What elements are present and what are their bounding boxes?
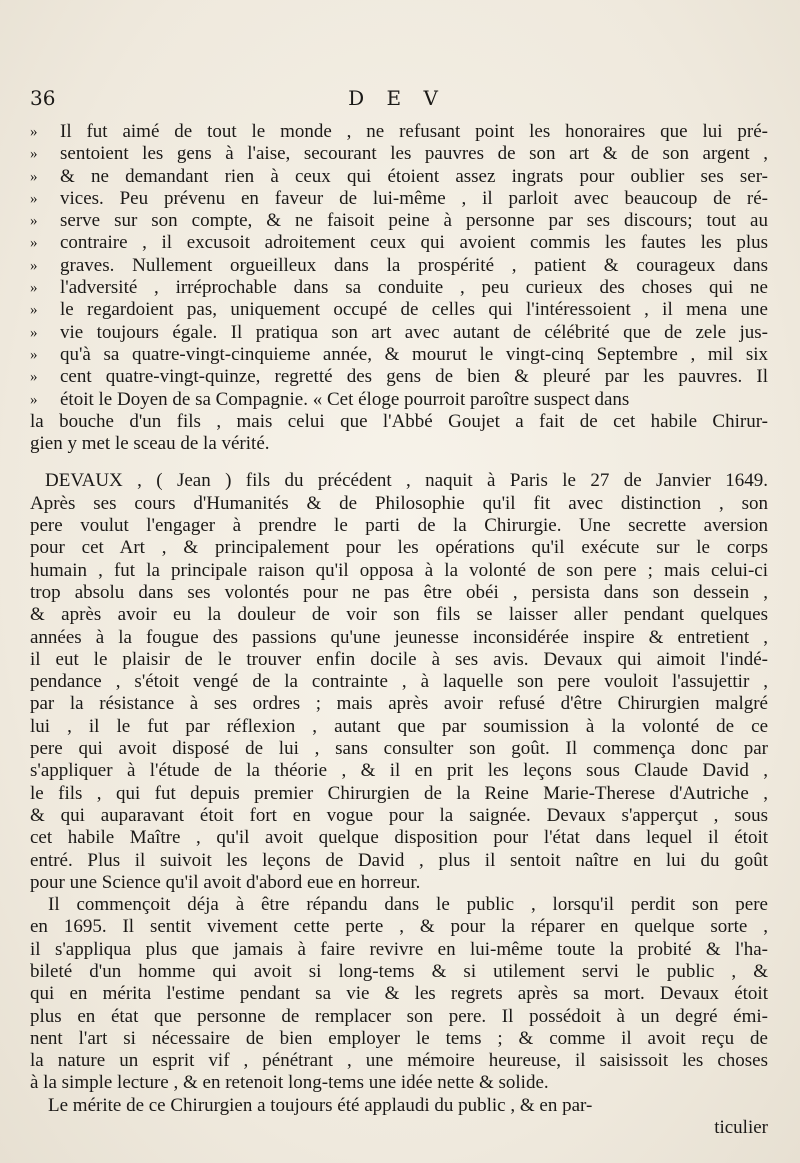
text-line: [30, 1028, 768, 1050]
line-text: Après ses cours d'Humanités & de Philosophie qu'il fit avec distinction , son: [30, 492, 768, 514]
text-line: [30, 188, 768, 210]
line-text: & ne demandant rien à ceux qui étoient assez ingrats pour oublier ses ser-: [60, 165, 768, 187]
line-text: nent l'art si nécessaire de bien employer le tems ; & comme il avoit reçu de: [30, 1027, 768, 1049]
line-text: années à la fougue des passions qu'une jeunesse inconsidérée inspire & entretient ,: [30, 626, 768, 648]
line-text: le regardoient pas, uniquement occupé de celles qui l'intéressoient , il mena une: [60, 299, 768, 321]
paragraph-gap: [30, 455, 768, 470]
quote-mark: »: [30, 346, 38, 363]
line-text: serve sur son compte, & ne faisoit peine à personne par ses discours; tout au: [60, 210, 768, 232]
text-line: [30, 983, 768, 1005]
quote-mark: »: [30, 324, 38, 341]
quote-mark: »: [30, 190, 38, 207]
text-line: [30, 627, 768, 649]
text-line: [30, 389, 768, 411]
quote-mark: »: [30, 257, 38, 274]
quote-mark: »: [30, 391, 38, 408]
text-line: [30, 1095, 768, 1117]
line-text: Il commençoit déja à être répandu dans le public , lorsqu'il perdit son pere: [48, 894, 768, 916]
quote-mark: »: [30, 146, 38, 163]
paragraph: [30, 121, 768, 411]
text-line: [30, 537, 768, 559]
text-line: [30, 783, 768, 805]
line-text: contraire , il excusoit adroitement ceux qui avoient commis les fautes les plus: [60, 232, 768, 254]
body-text: [30, 121, 768, 1139]
text-line: [30, 939, 768, 961]
line-text: le fils , qui fut depuis premier Chirurgien de la Reine Marie-Therese d'Autriche ,: [30, 782, 768, 804]
text-line: [30, 716, 768, 738]
quote-mark: »: [30, 369, 38, 386]
paragraph: [30, 1095, 768, 1117]
line-text: l'adversité , irréprochable dans sa conduite , peu curieux des choses qui ne: [60, 277, 768, 299]
text-line: [30, 850, 768, 872]
quote-mark: »: [30, 213, 38, 230]
text-line: [30, 493, 768, 515]
line-text: il s'appliqua plus que jamais à faire revivre en lui-même toute la probité & l'ha-: [30, 938, 768, 960]
quote-mark: »: [30, 124, 38, 140]
text-line: [30, 805, 768, 827]
line-text: en 1695. Il sentit vivement cette perte , & pour la réparer en quelque sorte ,: [30, 916, 768, 938]
text-line: [30, 1072, 768, 1094]
line-text: cet habile Maître , qu'il avoit quelque disposition pour l'état dans lequel il étoit: [30, 827, 768, 849]
text-line: [30, 671, 768, 693]
text-line: [30, 1006, 768, 1028]
text-line: [30, 894, 768, 916]
text-line: [30, 916, 768, 938]
running-title: D E V: [348, 86, 446, 110]
line-text: Le mérite de ce Chirurgien a toujours été applaudi du public , & en par-: [48, 1094, 593, 1116]
text-line: [30, 322, 768, 344]
paragraph: [30, 411, 768, 456]
line-text: à la simple lecture , & en retenoit long-tems une idée nette & solide.: [30, 1072, 549, 1094]
quote-mark: »: [30, 280, 38, 297]
text-line: [30, 560, 768, 582]
text-line: [30, 232, 768, 254]
text-line: [30, 411, 768, 433]
text-line: [30, 277, 768, 299]
text-line: [30, 582, 768, 604]
line-text: pour une Science qu'il avoit d'abord eue en horreur.: [30, 871, 421, 893]
text-line: [30, 433, 768, 455]
line-text: vie toujours égale. Il pratiqua son art avec autant de célébrité que de zele jus-: [60, 321, 768, 343]
line-text: humain , fut la principale raison qu'il opposa à la volonté de son pere ; mais celui-ci: [30, 559, 768, 581]
text-line: [30, 121, 768, 143]
entry-paragraph: [30, 470, 768, 894]
line-text: qui en mérita l'estime pendant sa vie & les regrets après sa mort. Devaux étoit: [30, 983, 768, 1005]
line-text: cent quatre-vingt-quinze, regretté des gens de bien & pleuré par les pauvres. Il: [60, 366, 768, 388]
text-line: [30, 827, 768, 849]
line-text: pendance , s'étoit vengé de la contrainte , à laquelle son pere vouloit l'assujettir ,: [30, 671, 768, 693]
text-line: [30, 470, 768, 492]
line-text: bileté d'un homme qui avoit si long-tems & si utilement servi le public , &: [30, 960, 768, 982]
text-line: [30, 344, 768, 366]
line-text: pere qui avoit disposé de lui , sans consulter son goût. Il commença donc par: [30, 738, 768, 760]
quote-mark: »: [30, 235, 38, 252]
line-text: qu'à sa quatre-vingt-cinquieme année, & mourut le vingt-cinq Septembre , mil six: [60, 343, 768, 365]
text-line: [30, 760, 768, 782]
line-text: Il fut aimé de tout le monde , ne refusant point les honoraires que lui pré-: [60, 121, 768, 142]
text-line: [30, 299, 768, 321]
text-line: [30, 166, 768, 188]
line-text: gien y met le sceau de la vérité.: [30, 433, 270, 455]
text-line: [30, 693, 768, 715]
text-line: [30, 649, 768, 671]
quote-mark: »: [30, 168, 38, 185]
line-text: la nature un esprit vif , pénétrant , une mémoire heureuse, il saisissoit les choses: [30, 1050, 768, 1072]
line-text: entré. Plus il suivoit les leçons de David , plus il sentoit naître en lui du goût: [30, 849, 768, 871]
line-text: vices. Peu prévenu en faveur de lui-même , il parloit avec beaucoup de ré-: [60, 187, 768, 209]
line-text: DEVAUX , ( Jean ) fils du précédent , naquit à Paris le 27 de Janvier 1649.: [45, 470, 768, 492]
text-line: [30, 210, 768, 232]
page-header: [30, 86, 764, 110]
text-line: [30, 1050, 768, 1072]
line-text: la bouche d'un fils , mais celui que l'Abbé Goujet a fait de cet habile Chirur-: [30, 410, 768, 432]
quote-mark: »: [30, 302, 38, 319]
line-text: étoit le Doyen de sa Compagnie. « Cet éloge pourroit paroître suspect dans: [60, 388, 630, 410]
line-text: par la résistance à ses ordres ; mais après avoir refusé d'être Chirurgien malgré: [30, 693, 768, 715]
line-text: & qui auparavant étoit fort en vogue pour la saignée. Devaux s'apperçut , sous: [30, 804, 768, 826]
page-number: 36: [30, 86, 56, 110]
line-text: lui , il le fut par réflexion , autant que par soumission à la volonté de ce: [30, 715, 768, 737]
line-text: il eut le plaisir de le trouver enfin docile à ses avis. Devaux qui aimoit l'indé-: [30, 648, 768, 670]
line-text: pere voulut l'engager à prendre le parti de la Chirurgie. Une secrette aversion: [30, 515, 768, 537]
line-text: pour cet Art , & principalement pour les opérations qu'il exécute sur le corps: [30, 537, 768, 559]
line-text: trop absolu dans ses volontés pour ne pas être obéi , persista dans son dessein ,: [30, 581, 768, 603]
line-text: s'appliquer à l'étude de la théorie , & il en prit les leçons sous Claude David ,: [30, 760, 768, 782]
line-text: sentoient les gens à l'aise, secourant les pauvres de son art & de son argent ,: [60, 143, 768, 165]
line-text: graves. Nullement orgueilleux dans la prospérité , patient & courageux dans: [60, 254, 768, 276]
text-line: [30, 366, 768, 388]
paragraph: [30, 894, 768, 1095]
catchword: ticulier: [714, 1117, 768, 1139]
text-line: [30, 515, 768, 537]
text-line: [30, 143, 768, 165]
line-text: & après avoir eu la douleur de voir son fils se laisser aller pendant quelques: [30, 604, 768, 626]
text-line: [30, 738, 768, 760]
text-line: [30, 872, 768, 894]
text-line: [30, 604, 768, 626]
text-line: [30, 961, 768, 983]
line-text: plus en état que personne de remplacer son pere. Il possédoit à un degré émi-: [30, 1005, 768, 1027]
text-line: [30, 255, 768, 277]
